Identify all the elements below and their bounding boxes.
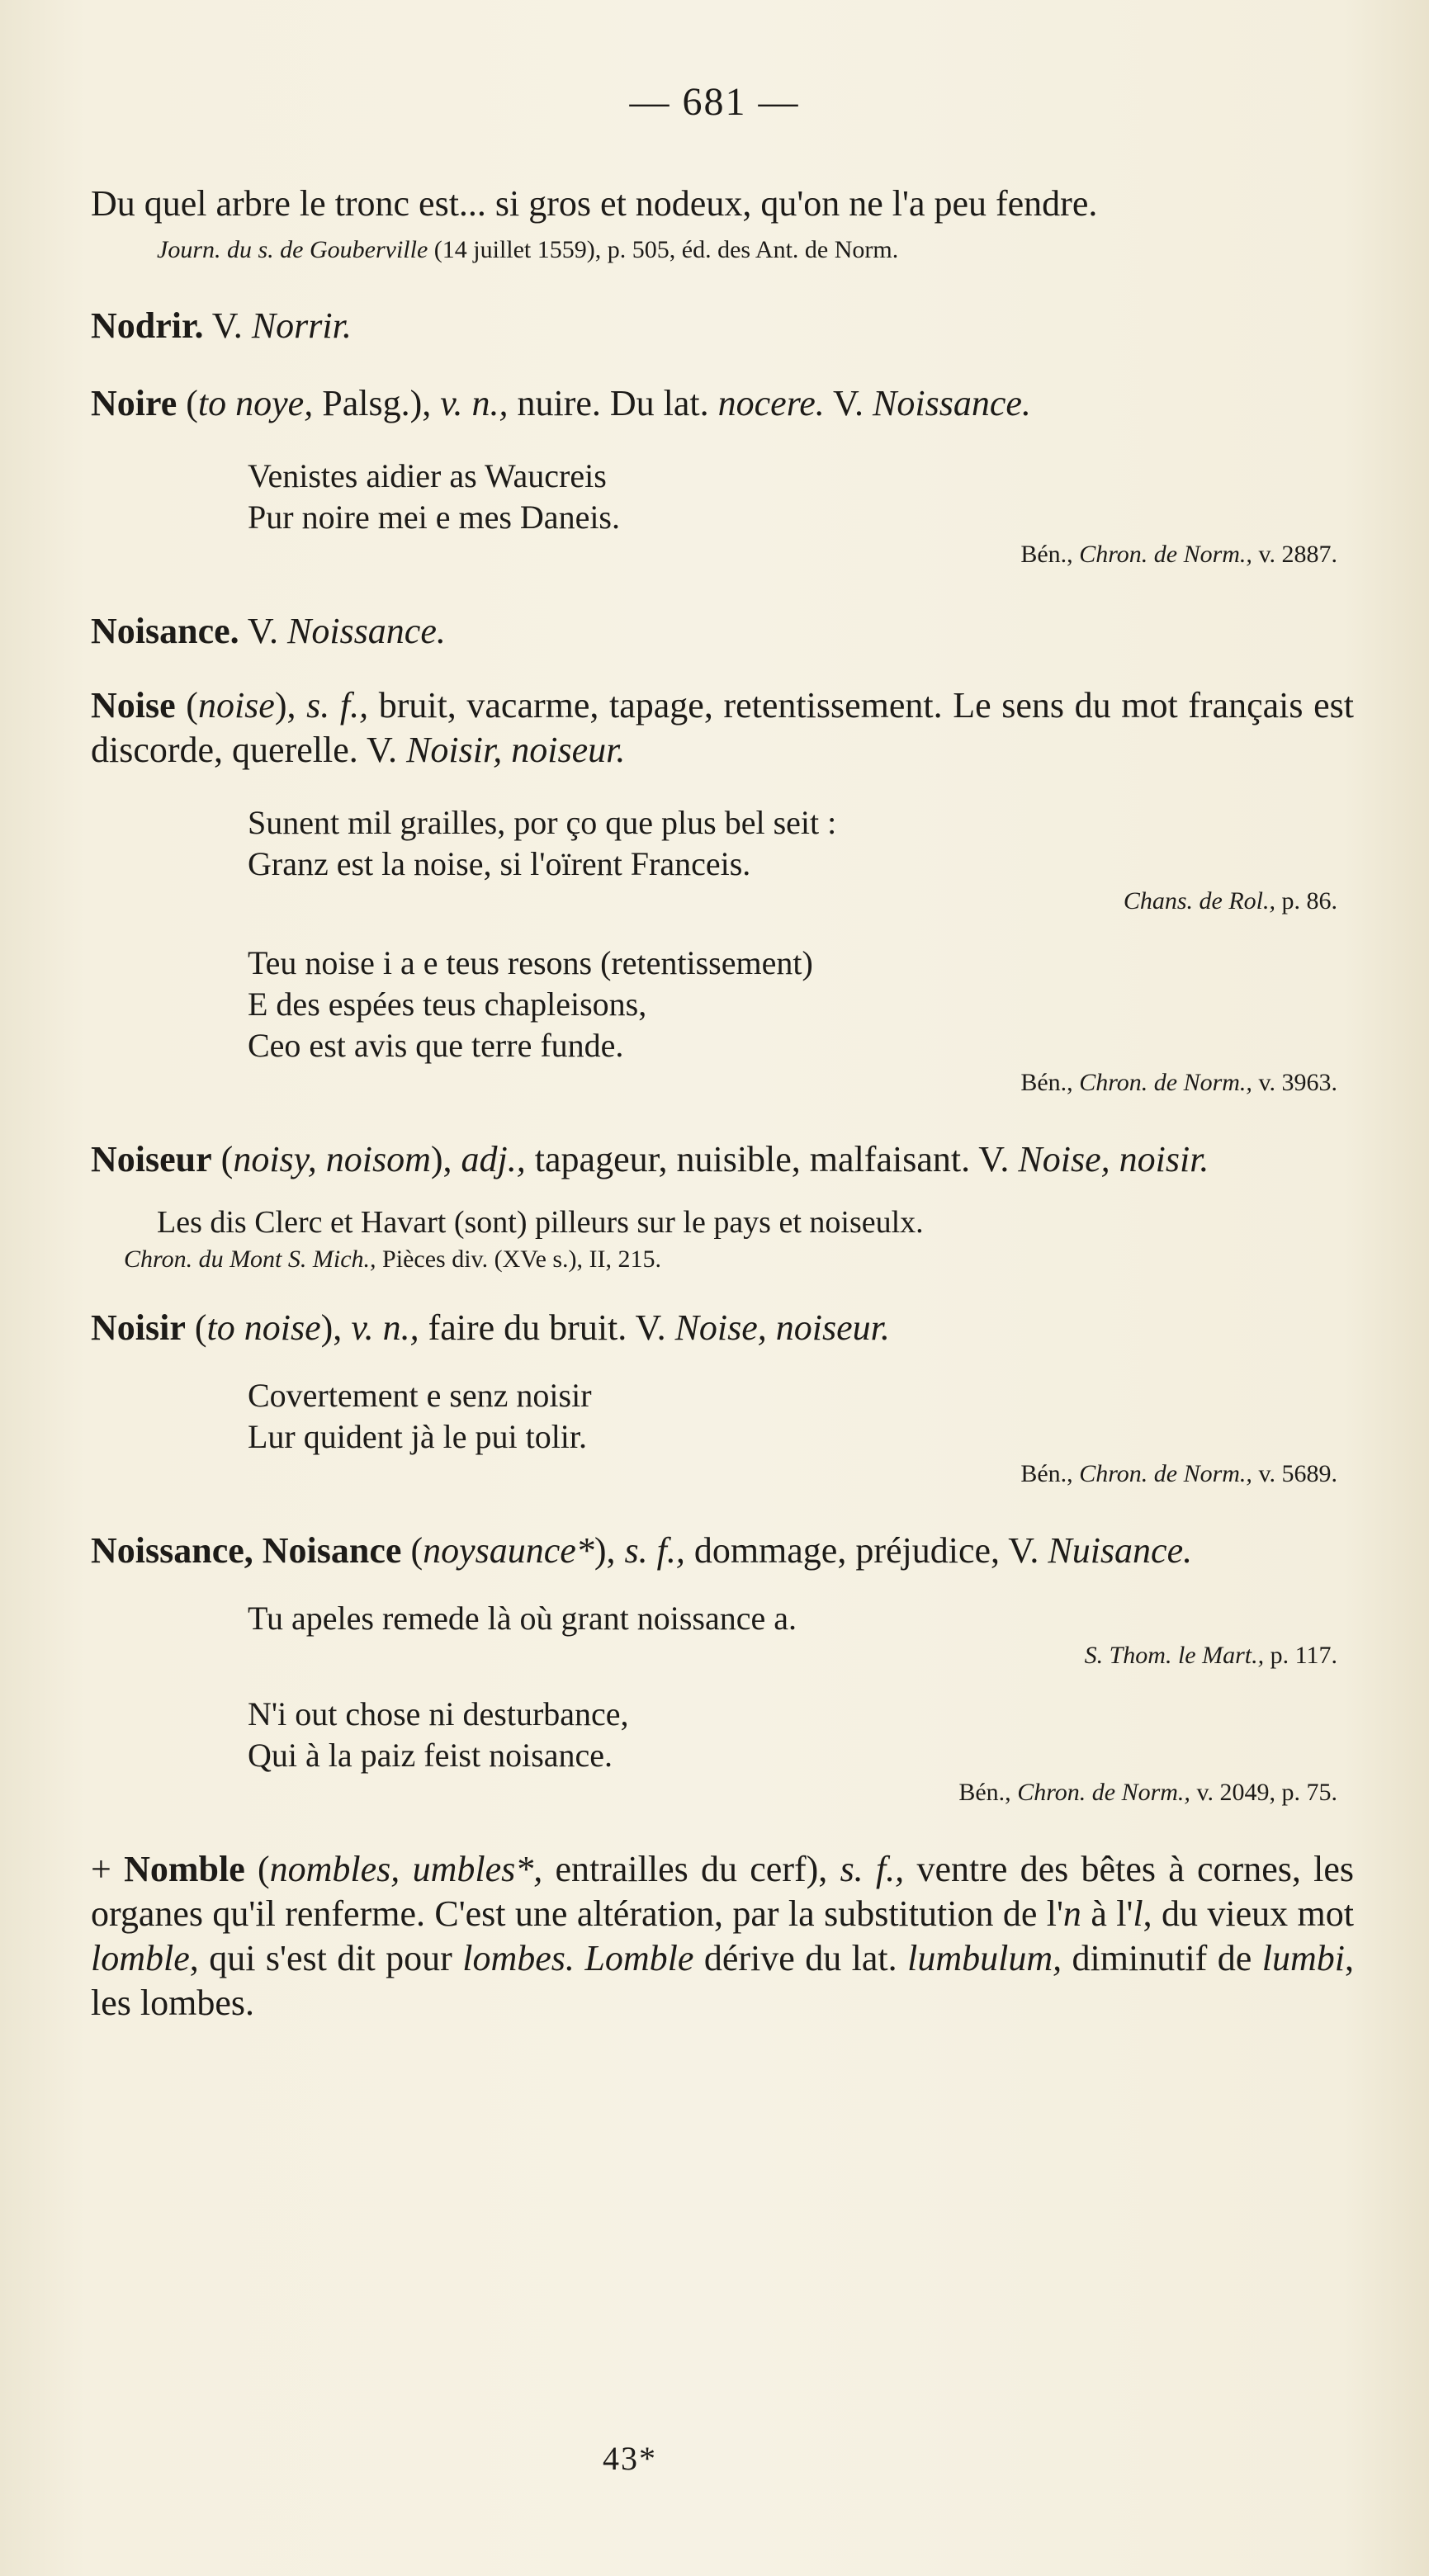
quote-line: Les dis Clerc et Havart (sont) pilleurs sur le pays et noiseulx. <box>157 1205 924 1240</box>
quote-line: Teu noise i a e teus resons (retentissement) <box>248 944 813 981</box>
entry-nomble <box>91 1847 1354 2025</box>
text-run: ), <box>274 685 307 726</box>
author-abbrev: Bén., <box>1020 1069 1073 1096</box>
english-form: to noye, <box>197 383 314 423</box>
source-title: S. Thom. le Mart., <box>1084 1642 1265 1669</box>
text-run: ( <box>401 1530 423 1571</box>
source-ref: Pièces div. (XVe s.), II, 215. <box>376 1245 662 1273</box>
definition: tapageur, nuisible, malfaisant. V. <box>525 1139 1019 1179</box>
headword: Noissance, Noisance <box>91 1530 402 1571</box>
part-of-speech: s. f., <box>306 685 369 726</box>
part-of-speech: s. f., <box>840 1849 905 1889</box>
text-run: entrailles du cerf), <box>542 1849 840 1889</box>
entry-noisir <box>91 1306 1354 1350</box>
definition: bruit, vacarme, tapage, retentissement. Le sens du mot français est discorde, querelle. V. <box>91 685 1355 770</box>
source-ref: p. 86. <box>1275 887 1337 915</box>
signature-mark: 43* <box>603 2440 657 2477</box>
intro-source-rest: (14 juillet 1559), p. 505, éd. des Ant. de Norm. <box>428 236 899 263</box>
entry-noise <box>91 683 1354 773</box>
word-form: lomble <box>91 1938 190 1978</box>
source-title: Chans. de Rol., <box>1123 887 1275 915</box>
text-run: ), <box>320 1307 352 1348</box>
headword: Noisance. <box>91 611 239 651</box>
word-form: lombes. <box>462 1938 575 1978</box>
quote-line: Tu apeles remede là où grant noissance a. <box>248 1600 797 1637</box>
intro-source-title: Journ. du s. de Gouberville <box>157 236 428 263</box>
headword: Noire <box>91 383 177 423</box>
quote-noissance-2 <box>91 1694 1354 1809</box>
quote-noissance-1 <box>91 1598 1354 1672</box>
quote-line: Lur quident jà le pui tolir. <box>248 1418 588 1455</box>
latin-etymon: nocere. <box>717 383 825 423</box>
letter: l <box>1133 1893 1143 1934</box>
text-run: Palsg.), <box>313 383 441 423</box>
english-form: noise <box>197 685 275 726</box>
see-label: V. <box>203 305 252 346</box>
text-run: ( <box>185 1307 207 1348</box>
text-run <box>575 1938 584 1978</box>
quote-noise-2 <box>91 943 1354 1099</box>
quote-line: E des espées teus chapleisons, <box>248 985 647 1023</box>
quote-noise-1 <box>91 802 1354 918</box>
author-abbrev: Bén., <box>958 1779 1011 1806</box>
entry-noiseur <box>91 1137 1354 1182</box>
definition: dommage, préjudice, V. <box>684 1530 1048 1571</box>
english-form: nombles, umbles*, <box>269 1849 543 1889</box>
text-run: ( <box>244 1849 270 1889</box>
headword: Nodrir. <box>91 305 204 346</box>
cross-reference: Noise, noiseur. <box>674 1307 890 1348</box>
text-run: ( <box>211 1139 234 1179</box>
source-title: Chron. de Norm., <box>1072 1460 1252 1487</box>
text-run: à l' <box>1081 1893 1133 1934</box>
part-of-speech: v. n., <box>351 1307 419 1348</box>
part-of-speech: adj., <box>461 1139 526 1179</box>
headword: Noise <box>91 685 176 726</box>
source-ref: v. 3963. <box>1252 1069 1337 1096</box>
quote-line: Venistes aidier as Waucreis <box>248 457 607 494</box>
dictionary-page <box>91 182 1354 2058</box>
headword: Noisir <box>91 1307 186 1348</box>
text-run: , du vieux mot <box>1143 1893 1355 1934</box>
quote-noisir <box>91 1375 1354 1491</box>
cross-reference: Noissance. <box>873 383 1031 423</box>
headword: Noiseur <box>91 1139 212 1179</box>
see-label: V. <box>239 611 287 651</box>
text-run: V. <box>824 383 873 423</box>
text-run: , qui s'est dit pour <box>189 1938 463 1978</box>
cross-reference: Noise, noisir. <box>1018 1139 1209 1179</box>
english-form: to noise <box>206 1307 321 1348</box>
quote-line: Pur noire mei e mes Daneis. <box>248 499 620 536</box>
quote-line: Ceo est avis que terre funde. <box>248 1027 624 1064</box>
quote-source <box>91 1776 1354 1809</box>
text-run: ( <box>177 383 198 423</box>
quote-line: Granz est la noise, si l'oïrent Franceis. <box>248 845 751 882</box>
cross-reference: Norrir. <box>251 305 352 346</box>
text-run: ( <box>175 685 198 726</box>
quote-source <box>91 1243 1354 1276</box>
cross-reference: Nuisance. <box>1048 1530 1193 1571</box>
quote-source <box>91 1458 1354 1491</box>
latin-etymon: lumbulum, <box>907 1938 1062 1978</box>
definition: nuire. Du lat. <box>508 383 718 423</box>
quote-source <box>91 885 1354 918</box>
word-form: Lomble <box>584 1938 694 1978</box>
source-ref: v. 5689. <box>1252 1460 1337 1487</box>
quote-source <box>91 1639 1354 1672</box>
text-run: diminutif de <box>1062 1938 1262 1978</box>
text-run: dérive du lat. <box>693 1938 908 1978</box>
definition: faire du bruit. V. <box>419 1307 675 1348</box>
intro-quote <box>91 182 1354 226</box>
quote-noire <box>91 456 1354 571</box>
cross-reference: Noisir, noiseur. <box>406 730 626 770</box>
text-run: ), <box>430 1139 461 1179</box>
part-of-speech: v. n., <box>440 383 509 423</box>
quote-source <box>91 538 1354 571</box>
latin-etymon: lumbi <box>1261 1938 1345 1978</box>
entry-nodrir <box>91 304 1354 348</box>
source-title: Chron. de Norm., <box>1010 1779 1190 1806</box>
headword: Nomble <box>124 1849 245 1889</box>
intro-quote-text: Du quel arbre le tronc est... si gros et nodeux, qu'on ne l'a peu fendre. <box>91 183 1098 224</box>
quote-source <box>91 1066 1354 1099</box>
english-form: noysaunce* <box>423 1530 594 1571</box>
intro-source <box>91 234 1354 266</box>
source-ref: v. 2887. <box>1252 541 1337 568</box>
letter: n <box>1062 1893 1081 1934</box>
english-form: noisy, noisom <box>233 1139 431 1179</box>
text-run: , les lombes. <box>91 1938 1354 2023</box>
quote-line: Sunent mil grailles, por ço que plus bel seit : <box>248 804 837 841</box>
source-title: Chron. de Norm., <box>1072 541 1252 568</box>
author-abbrev: Bén., <box>1020 541 1073 568</box>
source-ref: p. 117. <box>1264 1642 1337 1669</box>
entry-noire <box>91 381 1354 426</box>
cross-reference: Noissance. <box>286 611 446 651</box>
source-ref: v. 2049, p. 75. <box>1190 1779 1337 1806</box>
source-title: Chron. du Mont S. Mich., <box>124 1245 376 1273</box>
author-abbrev: Bén., <box>1020 1460 1073 1487</box>
source-title: Chron. de Norm., <box>1072 1069 1252 1096</box>
entry-noisance <box>91 609 1354 654</box>
quote-line: Covertement e senz noisir <box>248 1377 592 1414</box>
quote-line: N'i out chose ni desturbance, <box>248 1695 629 1732</box>
definition: ventre des bêtes à cornes, les organes qu'il renferme. C'est une altération, par la substitution de l' <box>91 1849 1354 1934</box>
quote-noiseur <box>91 1202 1354 1276</box>
part-of-speech: s. f., <box>624 1530 685 1571</box>
page-number: — 681 — <box>629 80 800 124</box>
quote-line: Qui à la paiz feist noisance. <box>248 1737 613 1774</box>
text-run: ), <box>594 1530 625 1571</box>
entry-noissance <box>91 1529 1354 1573</box>
cross-marker: + <box>91 1849 125 1889</box>
